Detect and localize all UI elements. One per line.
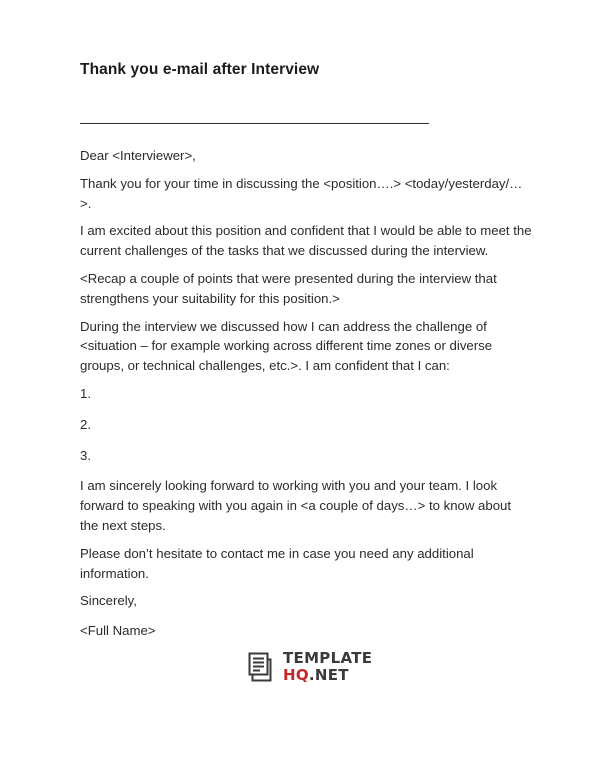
watermark-logo bbox=[248, 649, 373, 685]
horizontal-dash-separator: ——————————————————————————— bbox=[80, 116, 429, 130]
salutation: Dear <Interviewer>, bbox=[80, 148, 196, 163]
list-item: 3. bbox=[80, 447, 91, 463]
document-stack-icon bbox=[248, 651, 278, 683]
paragraph-recap: <Recap a couple of points that were presented during the interview that strengthens your suitability for this position.> bbox=[80, 270, 497, 306]
watermark-line-hq-net bbox=[283, 668, 372, 683]
watermark-text bbox=[283, 651, 372, 683]
list-item: 1. bbox=[80, 385, 91, 401]
paragraph-thank-you: Thank you for your time in discussing the <position….> <today/yesterday/…>. bbox=[80, 175, 523, 211]
signature-name: <Full Name> bbox=[80, 623, 156, 639]
numbered-list bbox=[80, 384, 532, 465]
paragraph-challenge: During the interview we discussed how I can address the challenge of <situation – for example working across different time zones or diverse groups, or technical challenges, etc.>. I am confident that I can: bbox=[80, 318, 493, 374]
paragraph-contact-me: Please don’t hesitate to contact me in case you need any additional information. bbox=[80, 545, 474, 581]
watermark-hq: HQ bbox=[283, 666, 309, 684]
watermark-net: .NET bbox=[308, 666, 349, 684]
document-body bbox=[80, 60, 532, 651]
page-title: Thank you e-mail after Interview bbox=[80, 61, 320, 78]
signature-block bbox=[80, 591, 532, 641]
paragraph-excited: I am excited about this position and confident that I would be able to meet the current challenges of the tasks that we discussed during the interview. bbox=[80, 223, 532, 259]
watermark-line-template: TEMPLATE bbox=[283, 649, 373, 667]
sign-off: Sincerely, bbox=[80, 593, 137, 609]
list-item: 2. bbox=[80, 416, 91, 432]
paragraph-looking-forward: I am sincerely looking forward to working with you and your team. I look forward to speaking with you again in <a couple of days…> to know about the next steps. bbox=[80, 478, 512, 533]
